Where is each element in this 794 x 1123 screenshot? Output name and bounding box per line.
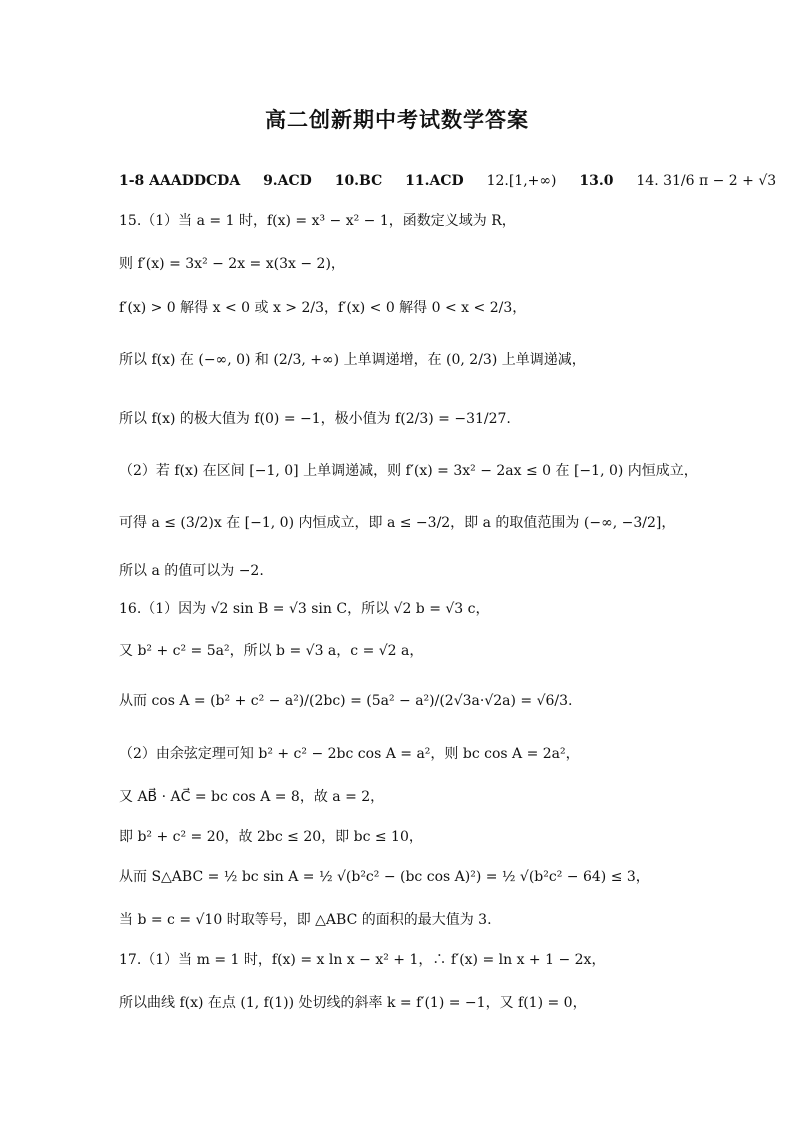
solution-line-18: 所以曲线 f(x) 在点 (1, f(1)) 处切线的斜率 k = f′(1) = −1，又 f(1) = 0， <box>119 995 587 1011</box>
solution-line-11: 从而 cos A = (b² + c² − a²)/(2bc) = (5a² − a²)/(2√3a·√2a) = √6/3. <box>119 693 573 709</box>
solution-line-14: 即 b² + c² = 20，故 2bc ≤ 20，即 bc ≤ 10， <box>119 829 423 845</box>
answer-11: 11.ACD <box>405 173 464 189</box>
solution-line-13: 又 AB⃗ · AC⃗ = bc cos A = 8，故 a = 2， <box>119 789 385 805</box>
solution-line-12: （2）由余弦定理可知 b² + c² − 2bc cos A = a²，则 bc cos A = 2a²， <box>119 746 580 762</box>
solution-line-1: 15.（1）当 a = 1 时，f(x) = x³ − x² − 1，函数定义域为 R， <box>119 213 516 229</box>
solution-line-9: 16.（1）因为 √2 sin B = √3 sin C，所以 √2 b = √3 c， <box>119 601 490 617</box>
answer-1-8: 1-8 AAADDCDA <box>119 173 241 189</box>
answer-13: 13.0 <box>579 173 614 189</box>
answer-14: 14. 31/6 π − 2 + √3 <box>636 173 777 189</box>
solution-line-2: 则 f′(x) = 3x² − 2x = x(3x − 2)， <box>119 256 345 272</box>
page-title: 高二创新期中考试数学答案 <box>265 107 529 132</box>
answer-10: 10.BC <box>334 173 383 189</box>
solution-line-10: 又 b² + c² = 5a²，所以 b = √3 a，c = √2 a， <box>119 643 424 659</box>
solution-line-17: 17.（1）当 m = 1 时，f(x) = x ln x − x² + 1，∴ f′(x) = ln x + 1 − 2x， <box>119 952 606 968</box>
solution-line-8: 所以 a 的值可以为 −2. <box>119 563 264 579</box>
answer-12: 12.[1,+∞) <box>486 173 557 189</box>
answer-9: 9.ACD <box>263 173 312 189</box>
answer-key-row <box>119 170 794 192</box>
solution-line-7: 可得 a ≤ (3/2)x 在 [−1, 0) 内恒成立，即 a ≤ −3/2，即 a 的取值范围为 (−∞, −3/2]， <box>119 515 676 531</box>
solution-line-5: 所以 f(x) 的极大值为 f(0) = −1，极小值为 f(2/3) = −31/27. <box>119 411 511 427</box>
solution-line-3: f′(x) > 0 解得 x < 0 或 x > 2/3，f′(x) < 0 解得 0 < x < 2/3， <box>119 300 527 316</box>
solution-line-15: 从而 S△ABC = ½ bc sin A = ½ √(b²c² − (bc cos A)²) = ½ √(b²c² − 64) ≤ 3， <box>119 869 650 885</box>
solution-line-16: 当 b = c = √10 时取等号，即 △ABC 的面积的最大值为 3. <box>119 912 492 928</box>
solution-line-4: 所以 f(x) 在 (−∞, 0) 和 (2/3, +∞) 上单调递增，在 (0, 2/3) 上单调递减， <box>119 352 586 368</box>
solution-line-6: （2）若 f(x) 在区间 [−1, 0] 上单调递减，则 f′(x) = 3x² − 2ax ≤ 0 在 [−1, 0) 内恒成立， <box>119 463 698 479</box>
